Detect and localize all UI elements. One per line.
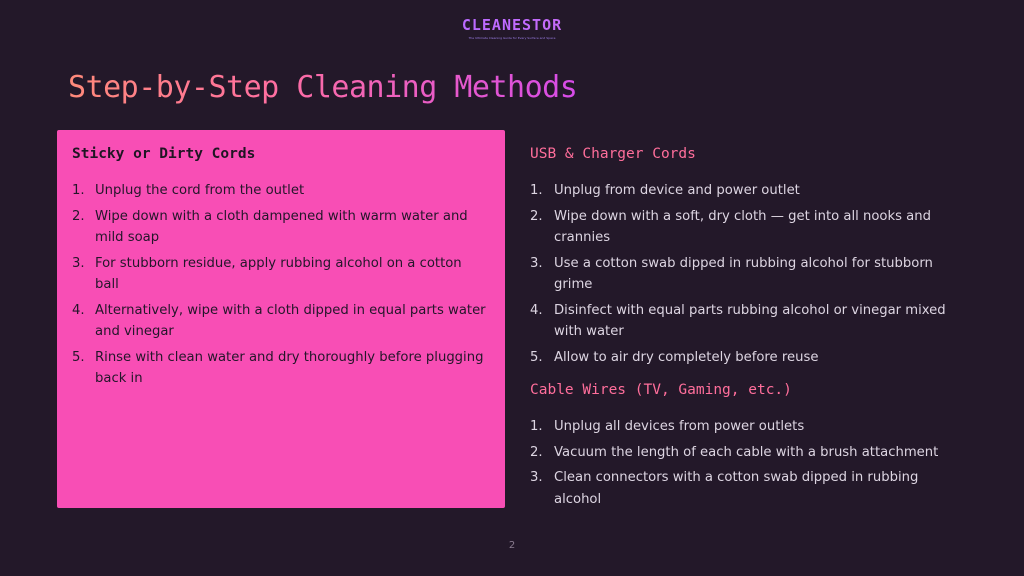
list-item [72, 180, 489, 202]
step-text: Wipe down with a cloth dampened with warm water and mild soap [95, 208, 468, 245]
step-number: 5. [72, 349, 85, 365]
list-item [72, 253, 489, 296]
step-text: Use a cotton swab dipped in rubbing alcohol for stubborn grime [554, 255, 933, 292]
step-text: Clean connectors with a cotton swab dipped in rubbing alcohol [554, 470, 919, 507]
step-text: Unplug the cord from the outlet [95, 183, 305, 198]
cable-wires-heading: Cable Wires (TV, Gaming, etc.) [530, 382, 792, 398]
logo-wordmark: CLEANESTOR [0, 16, 1024, 34]
step-number: 1. [530, 183, 543, 198]
step-number: 3. [530, 255, 543, 271]
step-number: 5. [530, 349, 543, 365]
step-number: 2. [530, 208, 543, 224]
list-item [530, 180, 960, 202]
step-number: 4. [72, 302, 85, 318]
cable-wires-steps [530, 416, 960, 510]
list-item [530, 416, 960, 438]
list-item [530, 253, 960, 296]
step-text: Unplug all devices from power outlets [554, 419, 805, 434]
step-text: Unplug from device and power outlet [554, 183, 800, 198]
step-number: 1. [530, 419, 543, 434]
step-number: 2. [530, 444, 543, 460]
sticky-cords-card [57, 130, 505, 508]
list-item [72, 300, 489, 343]
page-number: 2 [508, 540, 516, 551]
list-item [72, 206, 489, 249]
step-text: Alternatively, wipe with a cloth dipped in equal parts water and vinegar [95, 302, 486, 339]
list-item [72, 347, 489, 390]
step-number: 1. [72, 183, 85, 198]
logo [0, 16, 1024, 40]
usb-cords-heading: USB & Charger Cords [530, 146, 696, 162]
step-text: Allow to air dry completely before reuse [554, 349, 819, 365]
sticky-cords-heading: Sticky or Dirty Cords [72, 146, 256, 162]
list-item [530, 442, 960, 464]
step-text: For stubborn residue, apply rubbing alcohol on a cotton ball [95, 255, 462, 292]
step-text: Vacuum the length of each cable with a brush attachment [554, 444, 939, 460]
page-title: Step-by-Step Cleaning Methods [68, 70, 578, 105]
logo-tagline: The Ultimate Cleaning Guide for Every Surface and Space [468, 36, 556, 40]
step-text: Rinse with clean water and dry thoroughly before plugging back in [95, 349, 484, 386]
step-number: 2. [72, 208, 85, 224]
sticky-cords-steps [72, 180, 489, 390]
usb-cords-steps [530, 180, 960, 368]
step-number: 3. [72, 255, 85, 271]
list-item [530, 300, 960, 343]
list-item [530, 347, 960, 369]
list-item [530, 206, 960, 249]
step-text: Wipe down with a soft, dry cloth — get into all nooks and crannies [554, 208, 931, 245]
right-column [530, 146, 960, 514]
list-item [530, 467, 960, 510]
step-number: 4. [530, 302, 543, 318]
step-text: Disinfect with equal parts rubbing alcohol or vinegar mixed with water [554, 302, 946, 339]
step-number: 3. [530, 470, 543, 485]
